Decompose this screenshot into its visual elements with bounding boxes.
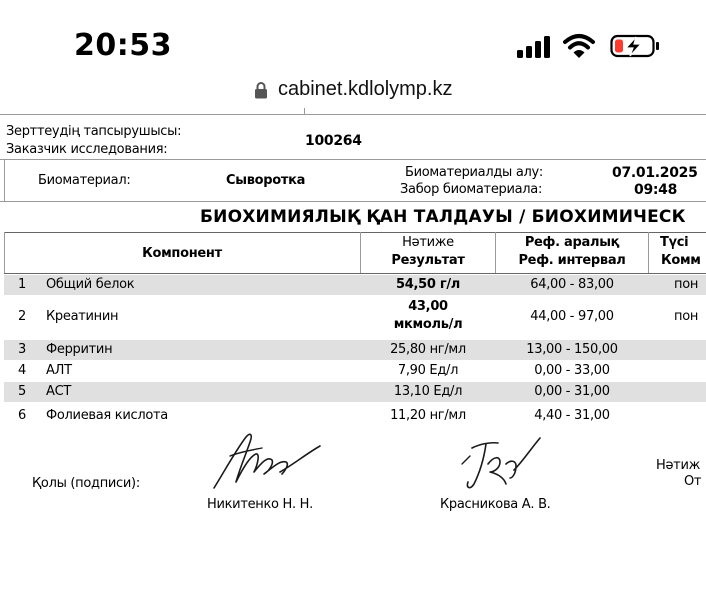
row-component: Общий белок (46, 277, 135, 292)
signer-nikitenko: Никитенко Н. Н. (207, 497, 313, 512)
sampling-time: 09:48 (634, 182, 678, 198)
note-line1: Нәтиж (656, 458, 701, 473)
row-result: 54,50 г/л (395, 277, 460, 292)
url-text: cabinet.kdlolymp.kz (277, 78, 453, 100)
customer-label-kz: Зерттеудің тапсырушысы: (6, 124, 182, 139)
signature-krasnikova-icon (458, 434, 548, 492)
row-result: 13,10 Ед/л (393, 384, 463, 399)
lock-icon (254, 81, 268, 99)
wifi-icon (563, 33, 595, 59)
row-number: 5 (18, 384, 26, 399)
cellular-signal-icon (517, 36, 551, 58)
row-ref: 4,40 - 31,00 (534, 408, 610, 423)
row-comment: пон (674, 277, 699, 292)
row-result-value: 43,00 (408, 299, 448, 314)
row-number: 2 (18, 309, 26, 324)
column-component: Компонент (142, 246, 222, 261)
row-component: Фолиевая кислота (46, 408, 168, 423)
row-component: Ферритин (46, 342, 113, 357)
biomaterial-label: Биоматериал: (38, 173, 131, 188)
row-number: 6 (18, 408, 26, 423)
column-ref-kz: Реф. аралық (524, 235, 620, 250)
row-number: 4 (18, 363, 26, 378)
row-result: 7,90 Ед/л (397, 363, 459, 378)
column-ref-ru: Реф. интервал (518, 253, 626, 268)
signature-nikitenko-icon (210, 432, 325, 492)
status-bar (0, 0, 706, 80)
row-component: АЛТ (46, 363, 72, 378)
row-component: АСТ (46, 384, 72, 399)
row-result: 11,20 нг/мл (390, 408, 466, 423)
row-number: 1 (18, 277, 26, 292)
row-ref: 13,00 - 150,00 (526, 342, 618, 357)
column-comment-kz: Түсі (660, 235, 689, 250)
biomaterial-value: Сыворотка (226, 173, 306, 188)
battery-charging-icon (610, 34, 660, 58)
note-line2: От (684, 474, 702, 489)
sampling-date: 07.01.2025 (612, 165, 698, 181)
customer-label-ru: Заказчик исследования: (6, 142, 168, 157)
report-title: БИОХИМИЯЛЫҚ ҚАН ТАЛДАУЫ / БИОХИМИЧЕСК (200, 207, 686, 227)
address-bar[interactable] (0, 78, 706, 104)
row-ref: 0,00 - 31,00 (534, 384, 610, 399)
column-result-kz: Нәтиже (402, 235, 454, 250)
row-comment: пон (674, 309, 699, 324)
column-result-ru: Результат (391, 253, 465, 268)
column-comment-ru: Комм (661, 253, 701, 268)
row-result: 25,80 нг/мл (390, 342, 466, 357)
row-number: 3 (18, 342, 26, 357)
status-time: 20:53 (74, 28, 172, 63)
row-ref: 64,00 - 83,00 (530, 277, 614, 292)
sampling-label-ru: Забор биоматериала: (400, 182, 543, 197)
signature-label: Қолы (подписи): (32, 476, 140, 491)
lab-report (0, 104, 706, 524)
signer-krasnikova: Красникова А. В. (440, 497, 551, 512)
row-ref: 0,00 - 33,00 (534, 363, 610, 378)
row-result-unit: мкмоль/л (393, 317, 463, 332)
customer-code: 100264 (305, 133, 362, 149)
row-ref: 44,00 - 97,00 (530, 309, 614, 324)
sampling-label-kz: Биоматериалды алу: (405, 165, 543, 180)
row-component: Креатинин (46, 309, 119, 324)
